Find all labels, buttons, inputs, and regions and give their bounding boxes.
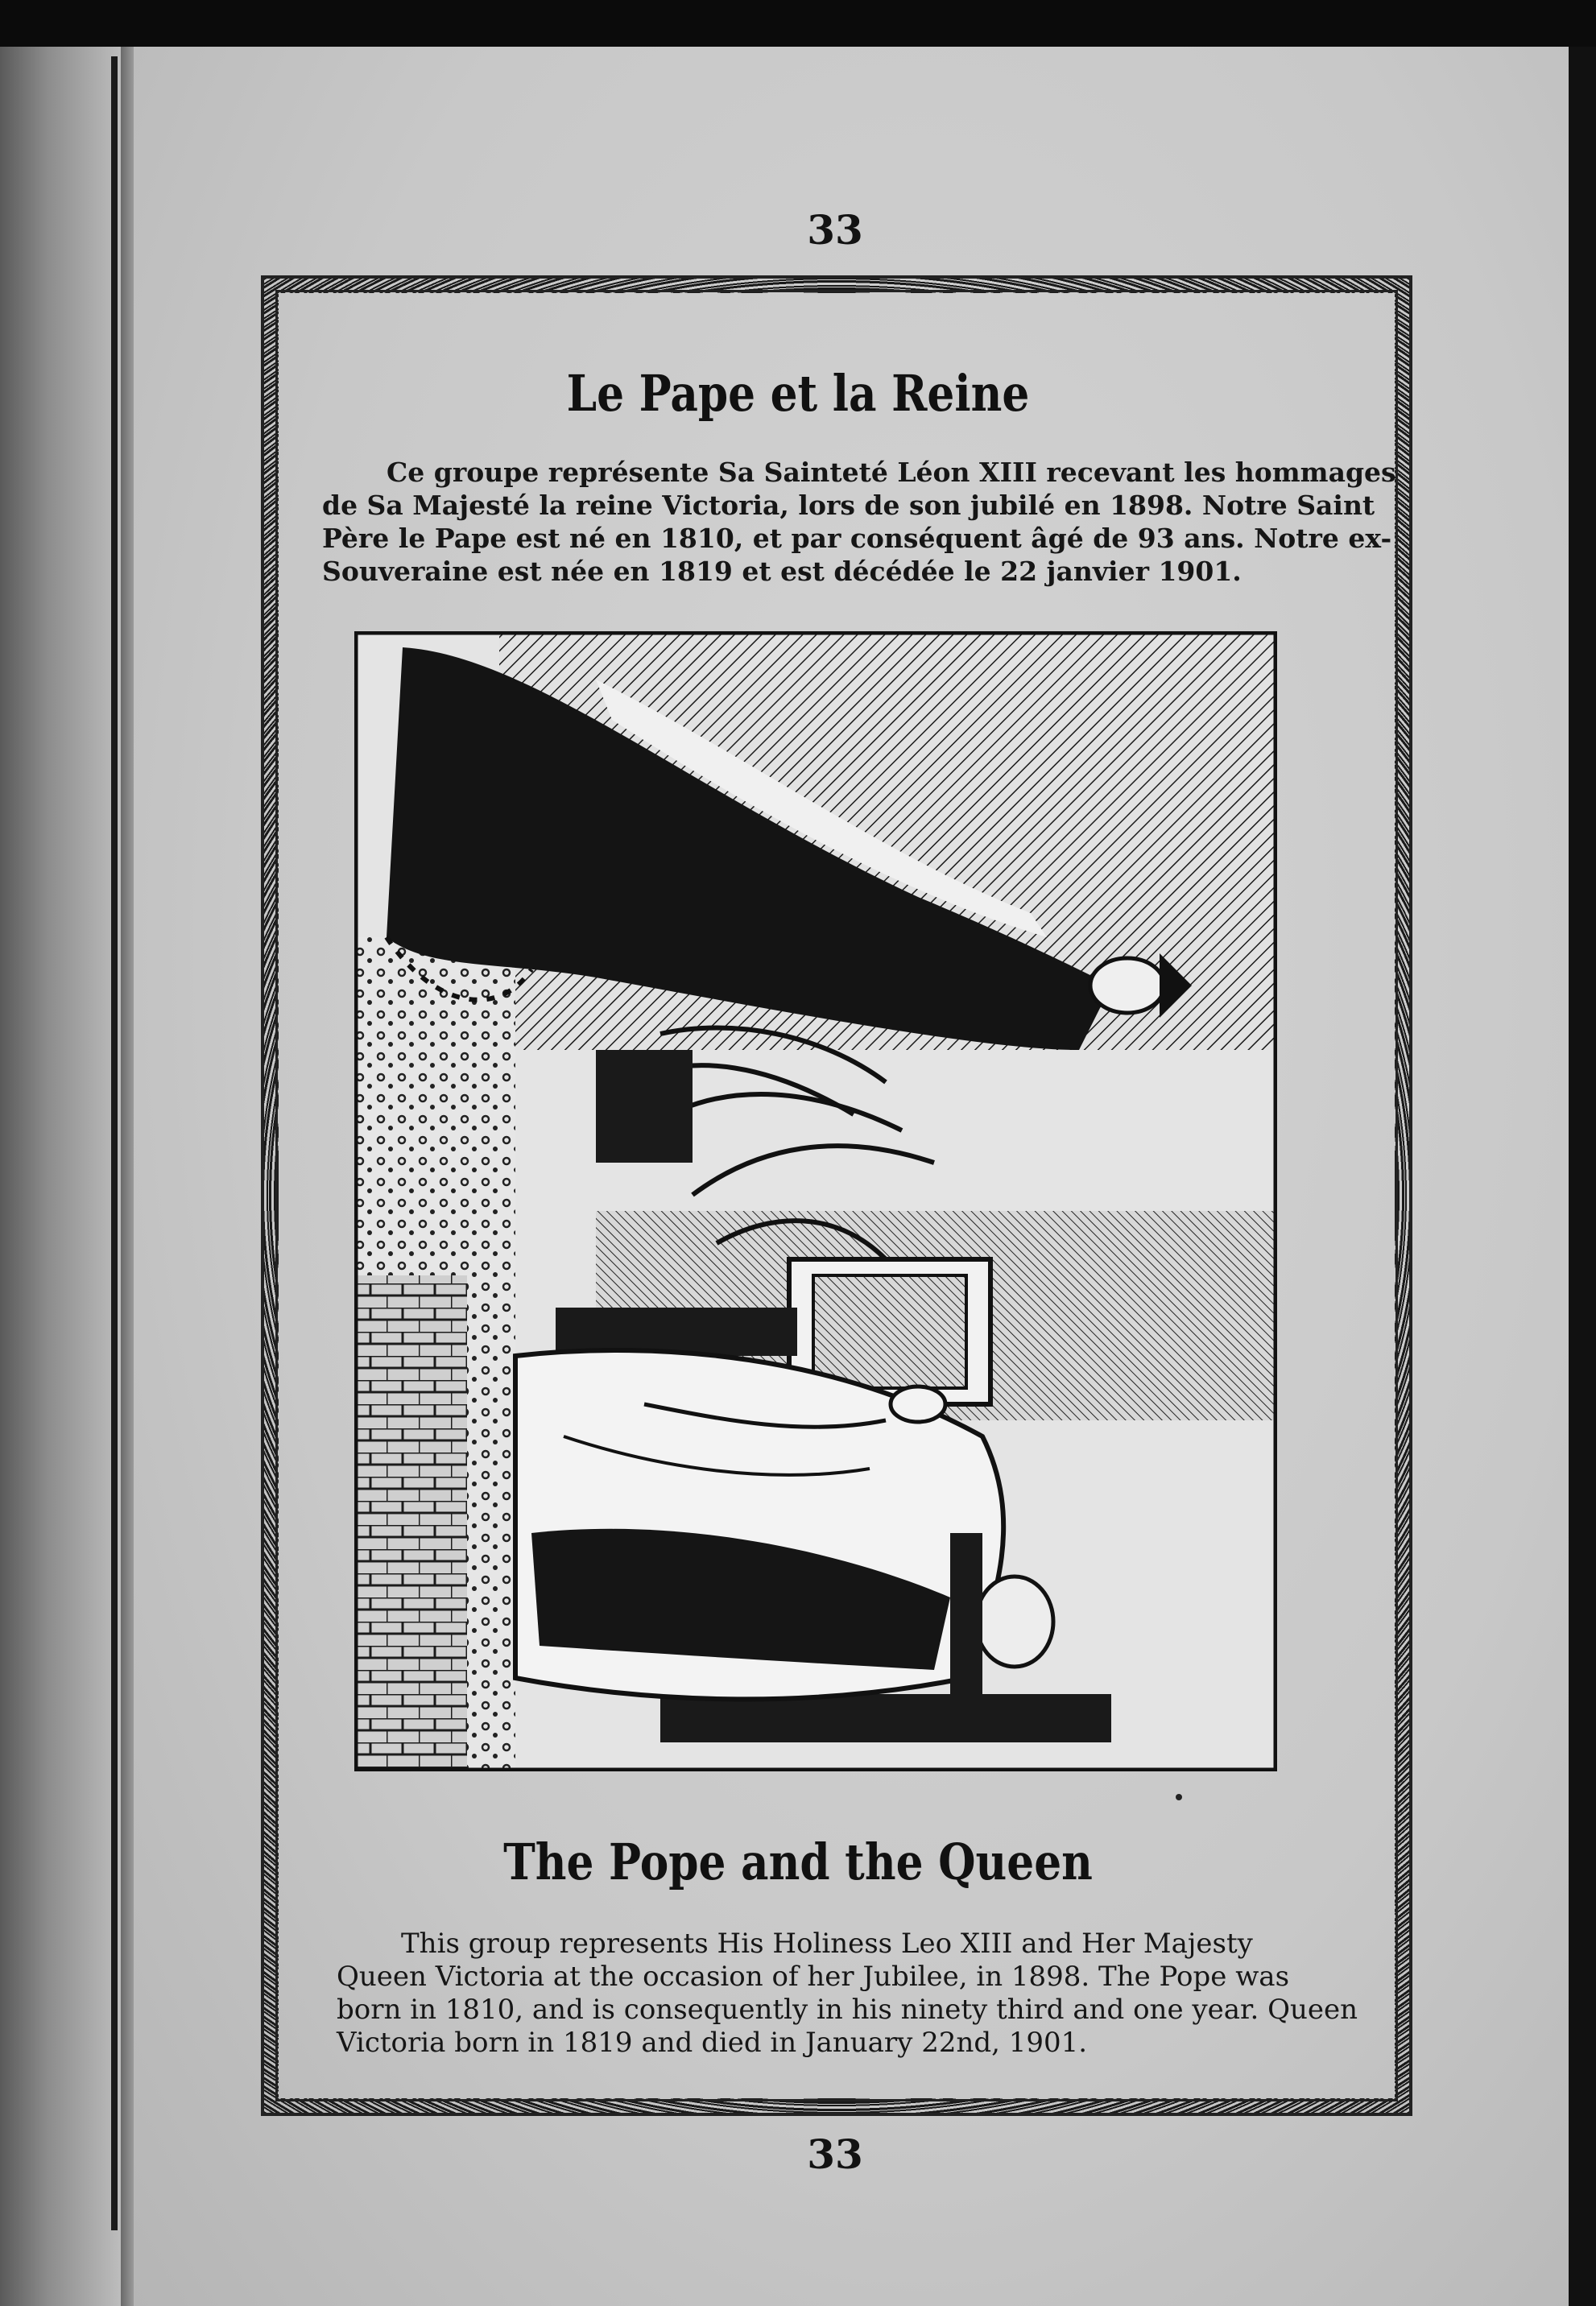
- french-caption-line: Souveraine est née en 1819 et est décédée le 22 janvier 1901.: [322, 556, 1242, 587]
- french-caption-line: Ce groupe représente Sa Sainteté Léon XIII recevant les hommages: [387, 457, 1396, 488]
- english-caption-line: This group represents His Holiness Leo XIII and Her Majesty: [401, 1928, 1253, 1960]
- engraving-pope-and-queen: [354, 631, 1277, 1771]
- french-caption: [322, 456, 1396, 588]
- engraving-illustration: [354, 631, 1277, 1771]
- english-caption: [337, 1928, 1358, 2060]
- page-number-top: 33: [807, 206, 863, 254]
- english-title: The Pope and the Queen: [503, 1833, 1093, 1891]
- french-title: Le Pape et la Reine: [566, 364, 1030, 423]
- french-caption-line: de Sa Majesté la reine Victoria, lors de son jubilé en 1898. Notre Saint: [322, 490, 1375, 521]
- page-number-bottom: 33: [807, 2130, 863, 2178]
- english-caption-line: born in 1810, and is consequently in his ninety third and one year. Queen: [337, 1994, 1358, 2026]
- ink-speck: [1176, 1794, 1182, 1800]
- english-caption-line: Victoria born in 1819 and died in January 22nd, 1901.: [337, 2027, 1088, 2059]
- french-caption-line: Père le Pape est né en 1810, et par conséquent âgé de 93 ans. Notre ex-: [322, 523, 1392, 554]
- scan-right-border: [1569, 47, 1596, 2306]
- scan-top-border: [0, 0, 1596, 47]
- facing-page-edge: [0, 47, 121, 2306]
- english-caption-line: Queen Victoria at the occasion of her Jubilee, in 1898. The Pope was: [337, 1961, 1290, 1993]
